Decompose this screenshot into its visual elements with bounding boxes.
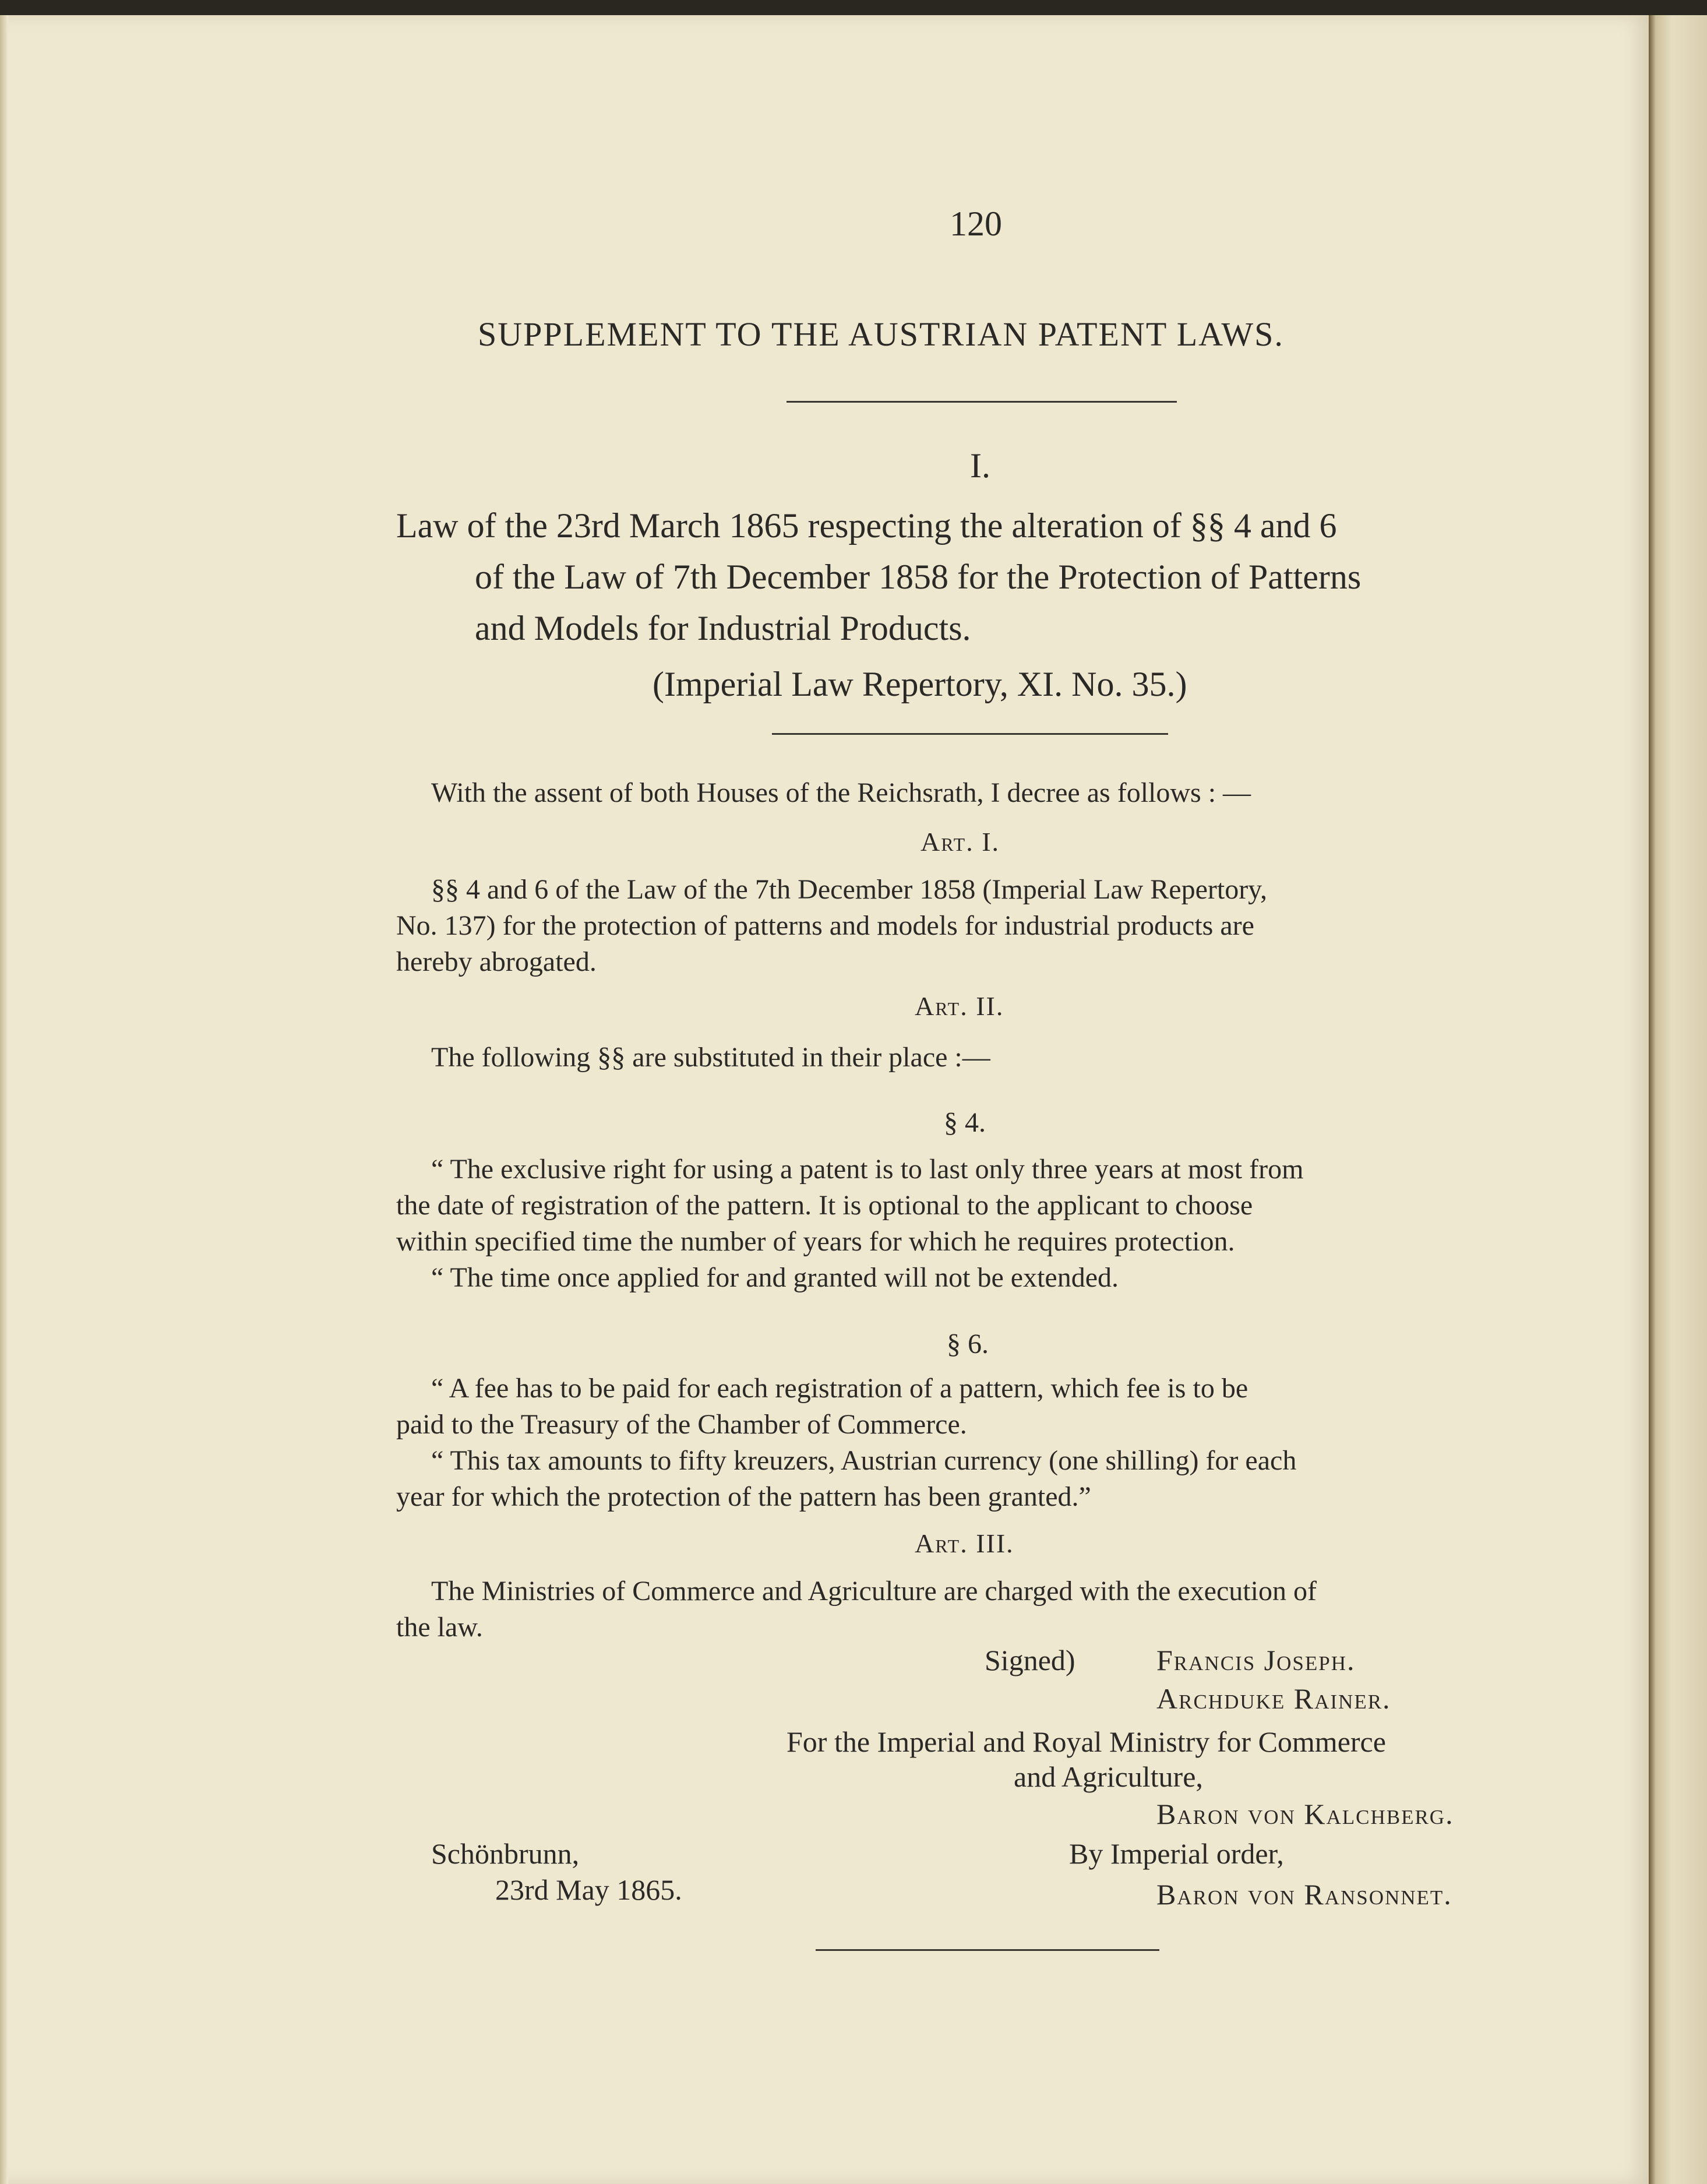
section-4-line-4: “ The time once applied for and granted will not be extended. [431, 1262, 1119, 1293]
section-6-line-2: paid to the Treasury of the Chamber of Commerce. [396, 1409, 967, 1440]
section-6-line-1: “ A fee has to be paid for each registration of a pattern, which fee is to be [431, 1373, 1248, 1404]
date: 23rd May 1865. [495, 1873, 682, 1906]
document-title: SUPPLEMENT TO THE AUSTRIAN PATENT LAWS. [478, 315, 1284, 353]
ministry-line-2: and Agriculture, [1014, 1760, 1203, 1793]
section-4-line-1: “ The exclusive right for using a patent is to last only three years at most from [431, 1154, 1304, 1185]
order-label: By Imperial order, [1069, 1837, 1284, 1870]
signatory-archduke: Archduke Rainer. [1156, 1682, 1391, 1715]
signatory-kalchberg: Baron von Kalchberg. [1156, 1798, 1454, 1830]
section-6-line-4: year for which the protection of the pattern has been granted.” [396, 1481, 1091, 1512]
section-numeral: I. [970, 446, 990, 485]
page-binding-edge [0, 15, 8, 2184]
title-divider [787, 401, 1177, 403]
article-1-heading: Art. I. [920, 827, 1000, 857]
section-4-line-3: within specified time the number of years for which he requires protection. [396, 1226, 1235, 1257]
preamble: With the assent of both Houses of the Reichsrath, I decree as follows : — [431, 777, 1251, 808]
page-edge [1649, 15, 1707, 2184]
signatory-ransonnet: Baron von Ransonnet. [1156, 1878, 1452, 1911]
page-number: 120 [950, 205, 1002, 243]
law-title-line-3: and Models for Industrial Products. [475, 609, 971, 647]
law-source: (Imperial Law Repertory, XI. No. 35.) [653, 665, 1187, 703]
signed-label: Signed) [985, 1644, 1075, 1676]
article-2-intro: The following §§ are substituted in their place :— [431, 1042, 990, 1073]
article-1-line-2: No. 137) for the protection of patterns and models for industrial products are [396, 910, 1254, 941]
law-title-line-2: of the Law of 7th December 1858 for the Protection of Patterns [475, 558, 1362, 596]
article-1-line-1: §§ 4 and 6 of the Law of the 7th December 1858 (Imperial Law Repertory, [431, 874, 1268, 905]
ministry-line-1: For the Imperial and Royal Ministry for Commerce [787, 1725, 1386, 1758]
signatory-emperor: Francis Joseph. [1156, 1644, 1356, 1676]
source-divider [772, 733, 1168, 735]
closing-divider [816, 1949, 1159, 1951]
section-6-heading: § 6. [947, 1329, 989, 1359]
article-2-heading: Art. II. [915, 991, 1004, 1021]
article-1-line-3: hereby abrogated. [396, 946, 597, 977]
article-3-heading: Art. III. [915, 1528, 1014, 1558]
section-4-heading: § 4. [944, 1107, 986, 1138]
article-3-line-2: the law. [396, 1612, 483, 1643]
article-3-line-1: The Ministries of Commerce and Agriculture are charged with the execution of [431, 1576, 1317, 1607]
section-6-line-3: “ This tax amounts to fifty kreuzers, Austrian currency (one shilling) for each [431, 1445, 1297, 1476]
place: Schönbrunn, [431, 1837, 580, 1870]
section-4-line-2: the date of registration of the pattern. It is optional to the applicant to choose [396, 1190, 1253, 1221]
law-title-line-1: Law of the 23rd March 1865 respecting the alteration of §§ 4 and 6 [396, 506, 1337, 545]
